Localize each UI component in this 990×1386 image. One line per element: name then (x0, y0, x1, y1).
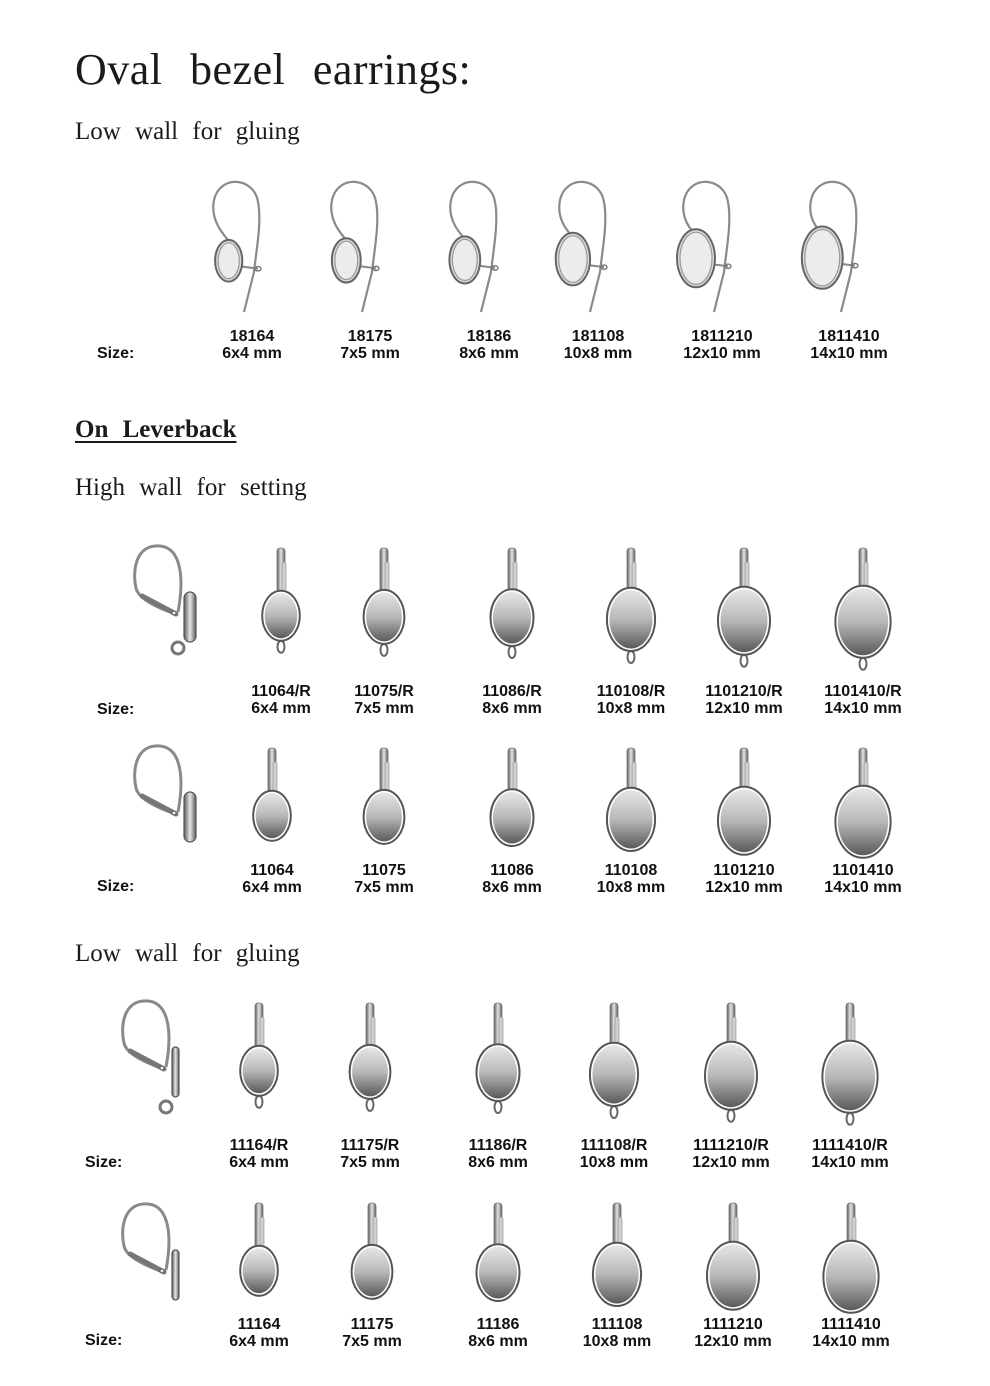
product-item (791, 1195, 911, 1325)
product-size: 8x6 mm (459, 345, 519, 362)
product-size: 6x4 mm (242, 879, 302, 896)
product-item (684, 540, 804, 680)
product-code: 11175 (350, 1316, 394, 1333)
product-label (803, 862, 923, 896)
product-item (438, 995, 558, 1135)
earring-image (557, 1195, 677, 1325)
leverback-side-view-image (116, 1198, 196, 1328)
earring-image (571, 540, 691, 680)
product-size: 7x5 mm (354, 700, 414, 717)
product-code: 11064 (250, 862, 294, 879)
earring-image (791, 1195, 911, 1325)
product-size: 7x5 mm (354, 879, 414, 896)
product-label (557, 1316, 677, 1350)
product-size: 12x10 mm (692, 1154, 770, 1171)
product-item (803, 740, 923, 870)
product-code: 11186/R (468, 1137, 528, 1154)
product-code: 11075 (362, 862, 406, 879)
product-size: 8x6 mm (468, 1154, 528, 1171)
earring-image (554, 995, 674, 1135)
product-label (212, 862, 332, 896)
earring-image (324, 540, 444, 680)
earring-image (429, 172, 549, 322)
product-item (673, 1195, 793, 1325)
earring-image (571, 740, 691, 870)
product-size: 6x4 mm (222, 345, 282, 362)
product-size: 8x6 mm (482, 879, 542, 896)
product-code: 111108/R (580, 1137, 648, 1154)
product-code: 18186 (466, 328, 512, 345)
product-code: 1111410/R (812, 1137, 888, 1154)
earring-image (662, 172, 782, 322)
leverback-side-view-image (128, 540, 208, 670)
earring-image (684, 740, 804, 870)
earring-image (310, 172, 430, 322)
earring-image (438, 995, 558, 1135)
product-size: 12x10 mm (705, 879, 783, 896)
product-code: 11075/R (354, 683, 414, 700)
product-item (324, 540, 444, 680)
product-label (684, 683, 804, 717)
product-item (538, 172, 658, 322)
product-item (557, 1195, 677, 1325)
product-code: 11175/R (340, 1137, 400, 1154)
product-code: 11164 (237, 1316, 281, 1333)
earring-image (199, 1195, 319, 1325)
product-code: 1111210 (703, 1316, 763, 1333)
earring-image (310, 995, 430, 1135)
product-code: 11086/R (482, 683, 542, 700)
earring-image (438, 1195, 558, 1325)
product-label (438, 1137, 558, 1171)
leverback-side-view-image (128, 740, 208, 870)
product-size: 14x10 mm (811, 1154, 889, 1171)
product-code: 18164 (229, 328, 275, 345)
product-label (452, 683, 572, 717)
product-item (199, 1195, 319, 1325)
product-code: 110108 (604, 862, 658, 879)
section-subtitle-low-wall-gluing: Low wall for gluing (75, 118, 300, 145)
earring-image (789, 172, 909, 322)
product-item (790, 995, 910, 1135)
product-size: 14x10 mm (812, 1333, 890, 1350)
size-label: Size: (97, 878, 135, 895)
product-size: 8x6 mm (482, 700, 542, 717)
product-size: 8x6 mm (468, 1333, 528, 1350)
product-size: 10x8 mm (563, 345, 633, 362)
product-code: 11086 (490, 862, 534, 879)
section-subtitle-high-wall-setting: High wall for setting (75, 474, 307, 501)
product-label (312, 1316, 432, 1350)
product-code: 1101410/R (824, 683, 902, 700)
product-size: 7x5 mm (340, 1154, 400, 1171)
product-item (221, 540, 341, 680)
product-item (429, 172, 549, 322)
earring-image (684, 540, 804, 680)
product-item (199, 995, 319, 1135)
product-size: 10x8 mm (596, 700, 666, 717)
product-size: 10x8 mm (579, 1154, 649, 1171)
product-label (192, 328, 312, 362)
product-item (803, 540, 923, 680)
earring-image (452, 540, 572, 680)
product-item (452, 540, 572, 680)
product-label (571, 683, 691, 717)
product-item (310, 995, 430, 1135)
earring-image (212, 740, 332, 870)
product-label (199, 1316, 319, 1350)
earring-image (324, 740, 444, 870)
product-code: 1811410 (818, 328, 880, 345)
product-code: 1111410 (821, 1316, 881, 1333)
size-label: Size: (97, 345, 135, 362)
product-label (554, 1137, 674, 1171)
product-item (571, 740, 691, 870)
earring-image (199, 995, 319, 1135)
earring-image (452, 740, 572, 870)
product-item (310, 172, 430, 322)
product-size: 7x5 mm (340, 345, 400, 362)
product-label (310, 328, 430, 362)
earring-image (221, 540, 341, 680)
product-label (221, 683, 341, 717)
product-code: 111108 (591, 1316, 643, 1333)
product-size: 14x10 mm (810, 345, 888, 362)
product-size: 12x10 mm (705, 700, 783, 717)
product-size: 12x10 mm (694, 1333, 772, 1350)
product-code: 11186 (476, 1316, 520, 1333)
product-size: 14x10 mm (824, 700, 902, 717)
product-item (452, 740, 572, 870)
product-label (199, 1137, 319, 1171)
product-item (324, 740, 444, 870)
earring-image (790, 995, 910, 1135)
product-label (684, 862, 804, 896)
product-label (429, 328, 549, 362)
product-item (571, 540, 691, 680)
product-item (684, 740, 804, 870)
product-code: 1111210/R (693, 1137, 769, 1154)
product-label (791, 1316, 911, 1350)
section-subtitle-low-wall-gluing-leverback: Low wall for gluing (75, 940, 300, 967)
product-size: 6x4 mm (251, 700, 311, 717)
product-label (673, 1316, 793, 1350)
product-label (538, 328, 658, 362)
product-code: 1811210 (691, 328, 753, 345)
product-size: 6x4 mm (229, 1154, 289, 1171)
product-label (789, 328, 909, 362)
page-title: Oval bezel earrings: (75, 45, 472, 94)
earring-image (673, 1195, 793, 1325)
product-item (212, 740, 332, 870)
product-code: 110108/R (596, 683, 666, 700)
product-label (438, 1316, 558, 1350)
product-label (310, 1137, 430, 1171)
size-label: Size: (97, 701, 135, 718)
earring-image (803, 740, 923, 870)
earring-image (312, 1195, 432, 1325)
product-size: 14x10 mm (824, 879, 902, 896)
product-item (662, 172, 782, 322)
size-label: Size: (85, 1332, 123, 1349)
earring-image (192, 172, 312, 322)
product-code: 1101210 (713, 862, 775, 879)
product-item (438, 1195, 558, 1325)
product-item (671, 995, 791, 1135)
section-heading-on-leverback: On Leverback (75, 416, 237, 443)
product-code: 181108 (571, 328, 625, 345)
product-label (671, 1137, 791, 1171)
size-label: Size: (85, 1154, 123, 1171)
earring-image (671, 995, 791, 1135)
product-label (803, 683, 923, 717)
product-size: 10x8 mm (596, 879, 666, 896)
product-label (324, 862, 444, 896)
earring-image (538, 172, 658, 322)
product-item (192, 172, 312, 322)
product-label (790, 1137, 910, 1171)
product-code: 1101410 (832, 862, 894, 879)
leverback-side-view-image (116, 995, 196, 1125)
product-item (789, 172, 909, 322)
product-code: 11164/R (229, 1137, 289, 1154)
product-size: 6x4 mm (229, 1333, 289, 1350)
product-size: 7x5 mm (342, 1333, 402, 1350)
product-label (571, 862, 691, 896)
product-label (662, 328, 782, 362)
product-code: 18175 (347, 328, 393, 345)
product-size: 12x10 mm (683, 345, 761, 362)
product-label (452, 862, 572, 896)
earring-image (803, 540, 923, 680)
product-item (554, 995, 674, 1135)
product-code: 1101210/R (705, 683, 783, 700)
product-item (312, 1195, 432, 1325)
product-label (324, 683, 444, 717)
product-size: 10x8 mm (582, 1333, 652, 1350)
product-code: 11064/R (251, 683, 311, 700)
